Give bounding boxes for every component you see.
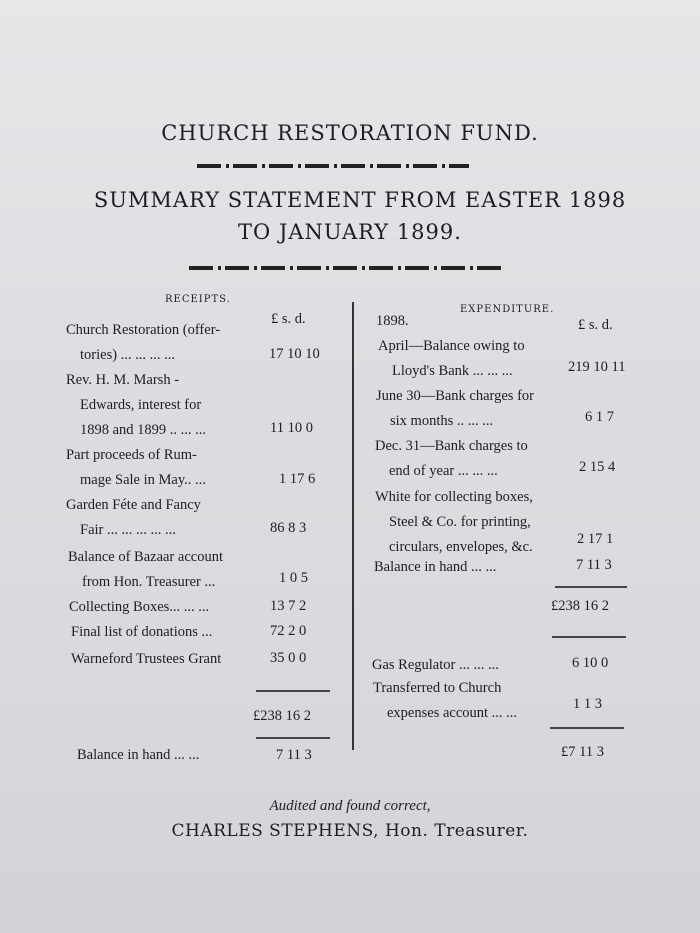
document-title: CHURCH RESTORATION FUND. [161,121,539,145]
expenditure-amount: 7 11 3 [576,557,612,573]
sum-rule [552,636,626,638]
expenditure-amount: 6 10 0 [572,655,609,671]
receipt-entry: Church Restoration (offer- tories) ... ... ... ... [66,322,221,363]
decorative-rule [197,164,469,168]
receipt-entry: Garden Féte and Fancy Fair ... ... ... ... ... [66,497,201,538]
sum-rule [256,690,330,692]
expenditure-entry: April—Balance owing to Lloyd's Bank ... ... ... [378,338,525,379]
receipts-total: £238 16 2 [253,708,311,724]
receipts-balance-amount: 7 11 3 [276,747,312,763]
receipts-currency-header: £ s. d. [271,311,306,327]
receipt-entry: Balance of Bazaar account from Hon. Treasurer ... [68,549,223,590]
receipt-entry: Rev. H. M. Marsh - Edwards, interest for 1898 and 1899 .. ... ... [66,372,207,438]
receipt-amount: 13 7 2 [270,598,307,614]
expenditure-entry: Balance in hand ... ... [374,559,497,575]
expenditure-entry: June 30—Bank charges for six months .. ... ... [376,388,534,429]
expenditure-amount: 2 17 1 [577,531,614,547]
receipt-amount: 11 10 0 [270,420,313,436]
receipt-amount: 86 8 3 [270,520,307,536]
expenditure-amount: 2 15 4 [579,459,616,475]
expenditure-amount: 1 1 3 [573,696,602,712]
expenditure-amount: 6 1 7 [585,409,614,425]
expenditure-heading: EXPENDITURE. [460,304,555,315]
receipt-entry: Final list of donations ... [71,624,213,640]
expenditure-currency-header: £ s. d. [578,317,613,333]
receipts-heading: RECEIPTS. [165,294,231,305]
expenditure-entry: Gas Regulator ... ... ... [372,657,499,673]
audit-note: Audited and found correct, [269,798,431,814]
treasurer-signature: CHARLES STEPHENS, Hon. Treasurer. [171,821,529,841]
decorative-rule [189,266,501,270]
receipts-balance-label: Balance in hand ... ... [77,747,200,763]
receipt-entry: Part proceeds of Rum- mage Sale in May.. ... [66,447,206,488]
expenditure-entry: White for collecting boxes, Steel & Co. for printing, circulars, envelopes, &c. [375,489,533,555]
expenditure-entry: Dec. 31—Bank charges to end of year ... ... ... [375,438,528,479]
document-subtitle-line1: SUMMARY STATEMENT FROM EASTER 1898 [93,188,627,212]
expenditure-entry: Transferred to Church expenses account ... ... [373,680,518,721]
receipt-amount: 17 10 10 [269,346,320,362]
receipt-amount: 1 0 5 [279,570,308,586]
sum-rule [550,727,624,729]
receipt-entry: Collecting Boxes... ... ... [69,599,210,615]
receipt-amount: 72 2 0 [270,623,307,639]
column-divider [352,302,354,750]
receipt-entry: Warneford Trustees Grant [71,651,222,667]
sum-rule [555,586,627,588]
sum-rule [256,737,330,739]
receipt-amount: 1 17 6 [279,471,316,487]
document-subtitle-line2: TO JANUARY 1899. [238,220,462,244]
expenditure-after-total: £7 11 3 [561,744,604,760]
expenditure-year: 1898. [376,313,409,329]
expenditure-amount: 219 10 11 [568,359,626,375]
expenditure-total: £238 16 2 [551,598,609,614]
receipt-amount: 35 0 0 [270,650,307,666]
